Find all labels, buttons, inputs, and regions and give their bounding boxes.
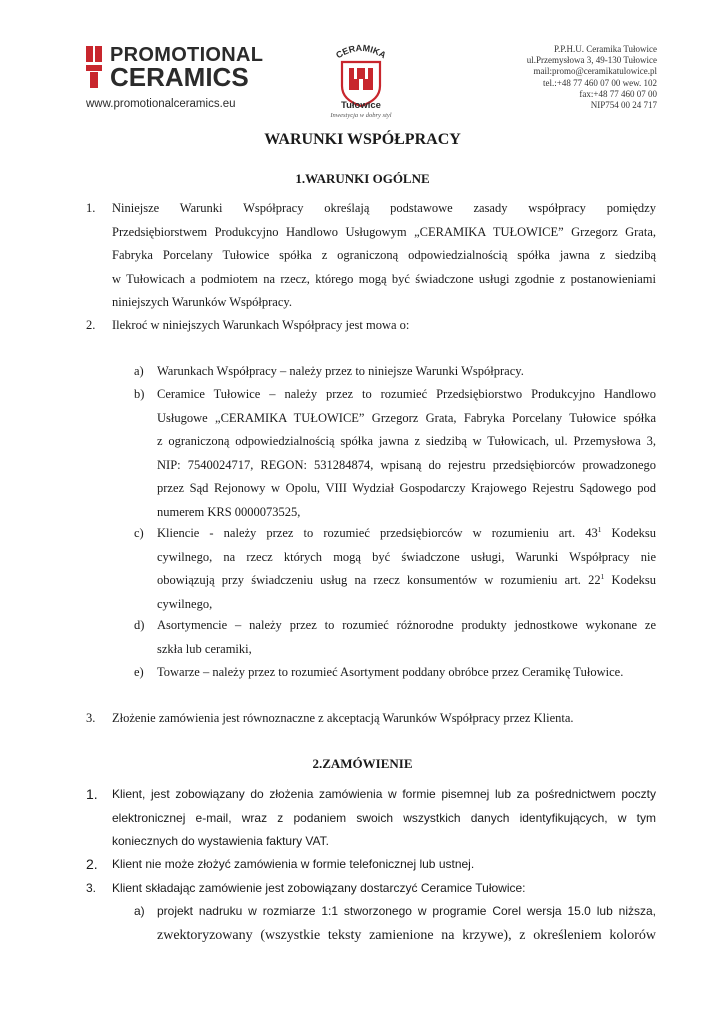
paragraph-text: Złożenie zamówienia jest równoznaczne z akceptacją Warunków Współpracy przez Klienta. [112,711,574,725]
svg-text:CERAMIKA [334,43,388,61]
paragraph-line: elektronicznej e-mail, wraz z podaniem swoich wszystkich danych identyfikujących, w tym [112,810,656,825]
paragraph-line: niniejszych Warunków Współpracy. [112,295,292,309]
section2-paragraph-2 [86,853,656,877]
company-info [527,44,657,111]
paragraph-line: w Tułowicach a podmiotem na rzecz, którego mogą być świadczone usługi zgodnie z postanowieniami [112,271,656,286]
company-line: mail:promo@ceramikatulowice.pl [533,66,657,77]
center-logo-top: CERAMIKA [334,42,388,61]
item-text: Warunkach Współpracy – należy przez to niniejsze Warunki Współpracy. [157,364,524,378]
paragraph-text: Klient składając zamówienie jest zobowiązany dostarczyć Ceramice Tułowice: [112,881,526,895]
section2-paragraph-1 [86,783,656,854]
item-letter: c) [134,526,144,540]
paragraph-number: 1. [86,201,96,215]
definition-c [134,522,656,616]
paragraph-number: 3. [86,711,96,725]
company-line: tel.:+48 77 460 07 00 wew. 102 [543,77,657,88]
paragraph-text: Klient nie może złożyć zamówienia w formie telefonicznej lub ustnej. [112,857,475,871]
definition-b [134,383,656,524]
brand-url: www.promotionalceramics.eu [86,98,236,110]
paragraph-number: 2. [86,318,96,332]
company-line: NIP754 00 24 717 [590,100,657,111]
brand-line1: PROMOTIONAL [110,44,264,66]
item-line: szkła lub ceramiki, [157,641,252,656]
item-letter: b) [134,387,145,401]
definition-a [134,360,656,384]
definition-d [134,614,656,661]
brand-line2: CERAMICS [110,62,249,92]
item-line: z ograniczoną odpowiedzialnością spółka jawna z siedzibą w Tułowicach, ul. Przemysłowa 3, [157,434,656,448]
paragraph-number: 2. [86,856,98,872]
item-line: NIP: 7540024717, REGON: 531284874, wpisaną do rejestru przedsiębiorców prowadzonego [157,457,656,472]
order-requirement-a [134,900,656,947]
company-line: P.P.H.U. Ceramika Tułowice [553,44,657,54]
paragraph-text: Ilekroć w niniejszych Warunkach Współpracy jest mowa o: [112,318,410,332]
item-line: obowiązują przy świadczeniu usług na rzecz konsumentów w rozumieniu art. $22^1$ Kodeksu [157,571,656,587]
item-line: przez Sąd Rejonowy w Opolu, VIII Wydział Gospodarczy Krajowego Rejestru Sądowego pod [157,481,656,495]
paragraph-line: Klient, jest zobowiązany do złożenia zamówienia w formie pisemnej lub za pośrednictwem poczty [112,787,656,801]
item-line: numerem KRS 0000073525, [157,504,301,519]
company-line: ul.Przemysłowa 3, 49-130 Tułowice [526,55,657,66]
item-line: Kliencie - należy przez to rozumieć przedsiębiorców w rozumieniu art. $43^1$ Kodeksu [157,524,656,540]
section1-paragraph-3 [86,707,656,731]
item-line: zwektoryzowany (wszystkie teksty zamienione na krzywe), z określeniem kolorów [157,927,656,943]
definition-e [134,661,662,685]
item-letter: e) [134,665,144,679]
company-line: fax:+48 77 460 07 00 [579,88,657,99]
section1-paragraph-2 [86,314,656,338]
promotional-ceramics-logo [86,44,266,116]
section2-heading: 2.ZAMÓWIENIE [312,756,413,771]
document-title: WARUNKI WSPÓŁPRACY [264,131,461,148]
ceramika-tulowice-logo [316,34,406,124]
section1-paragraph-1 [86,197,656,315]
item-line: Asortymencie – należy przez to rozumieć różnorodne produkty jednostkowe wykonane ze [157,618,656,632]
paragraph-line: Fabryka Porcelany Tułowice spółka z ograniczoną odpowiedzialnością spółka jawna z siedzibą [112,248,656,262]
item-line: cywilnego, [157,596,213,611]
superscript: 1 [600,571,605,581]
section1-heading: 1.WARUNKI OGÓLNE [295,171,430,186]
paragraph-number: 1. [86,786,98,802]
section2-paragraph-3 [86,877,656,901]
paragraph-line: Niniejsze Warunki Współpracy określają podstawowe zasady współpracy pomiędzy [112,201,656,215]
item-line: cywilnego, na rzecz których mogą być świadczone usługi, Warunki Współpracy nie [157,549,656,564]
paragraph-number: 3. [86,881,97,895]
item-letter: a) [134,904,145,918]
item-letter: a) [134,364,144,378]
center-logo-tagline: Inwestycja w dobry styl [330,112,392,119]
center-logo-bottom: Tułowice [341,100,381,111]
paragraph-line: koniecznych do wystawienia faktury VAT. [112,834,329,848]
superscript: 1 [597,524,602,534]
item-line: Usługowe „CERAMIKA TUŁOWICE” Grzegorz Grata, Fabryka Porcelany Tułowice spółka [157,410,656,425]
item-line: Ceramice Tułowice – należy przez to rozumieć Przedsiębiorstwo Produkcyjno Handlowo [157,387,656,401]
item-letter: d) [134,618,145,632]
item-text: Towarze – należy przez to rozumieć Asortyment poddany obróbce przez Ceramikę Tułowice. [157,665,624,679]
item-line: projekt nadruku w rozmiarze 1:1 stworzonego w programie Corel wersja 15.0 lub niższa, [157,904,656,918]
paragraph-line: Przedsiębiorstwem Produkcyjno Handlowo Usługowym „CERAMIKA TUŁOWICE” Grzegorz Grata, [112,224,656,239]
